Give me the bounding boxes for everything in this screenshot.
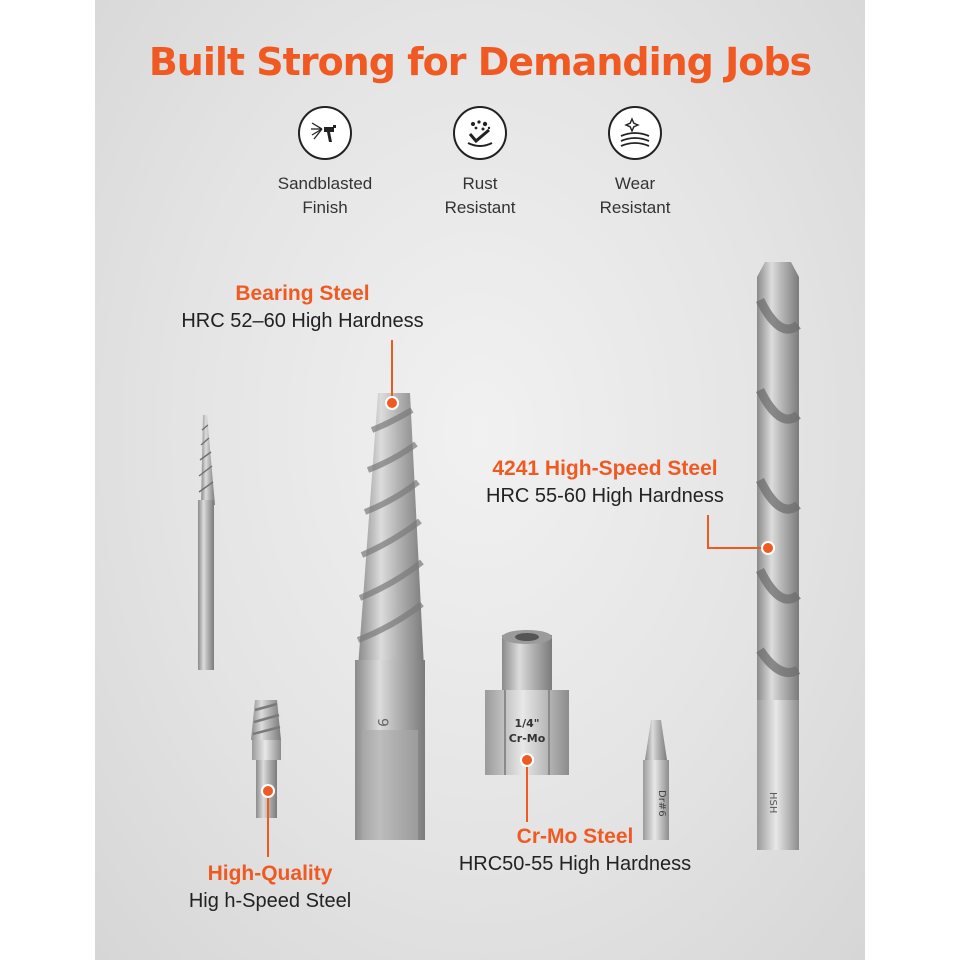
callout-heading: Bearing Steel — [235, 282, 370, 305]
callout-high-quality — [150, 862, 390, 913]
large-extractor — [355, 393, 425, 840]
small-extractor — [198, 415, 215, 670]
svg-text:9: 9 — [374, 718, 390, 727]
feature-line1: Sandblasted — [277, 174, 373, 193]
drill-stamp: HSH — [767, 792, 778, 814]
callout-sub: HRC50-55 High Hardness — [458, 853, 692, 875]
callout-heading: 4241 High-Speed Steel — [492, 457, 718, 480]
twist-drill — [757, 262, 799, 850]
callout-bearing-steel — [140, 282, 465, 333]
callout-sub: HRC 52–60 High Hardness — [181, 310, 424, 332]
feature-line2: Finish — [302, 198, 348, 217]
screwdriver-bit — [643, 720, 669, 840]
feature-line1: Wear — [614, 174, 656, 193]
callout-crmo-steel — [415, 825, 735, 876]
callout-4241-hss — [445, 457, 765, 508]
callout-sub: Hig h-Speed Steel — [188, 890, 352, 912]
callout-heading: High-Quality — [207, 862, 333, 885]
page-title: Built Strong for Demanding Jobs — [148, 40, 812, 84]
bit-stamp: Dr#6 — [656, 790, 667, 817]
feature-line2: Resistant — [444, 198, 516, 217]
feature-line1: Rust — [462, 174, 498, 193]
callout-leaders — [268, 340, 768, 857]
hex-extractor — [251, 700, 281, 818]
socket-size-stamp: 1/4" — [514, 717, 540, 730]
socket-material-stamp: Cr-Mo — [508, 732, 546, 745]
feature-line2: Resistant — [599, 198, 671, 217]
callout-heading: Cr-Mo Steel — [516, 825, 634, 848]
callout-sub: HRC 55-60 High Hardness — [486, 485, 724, 507]
